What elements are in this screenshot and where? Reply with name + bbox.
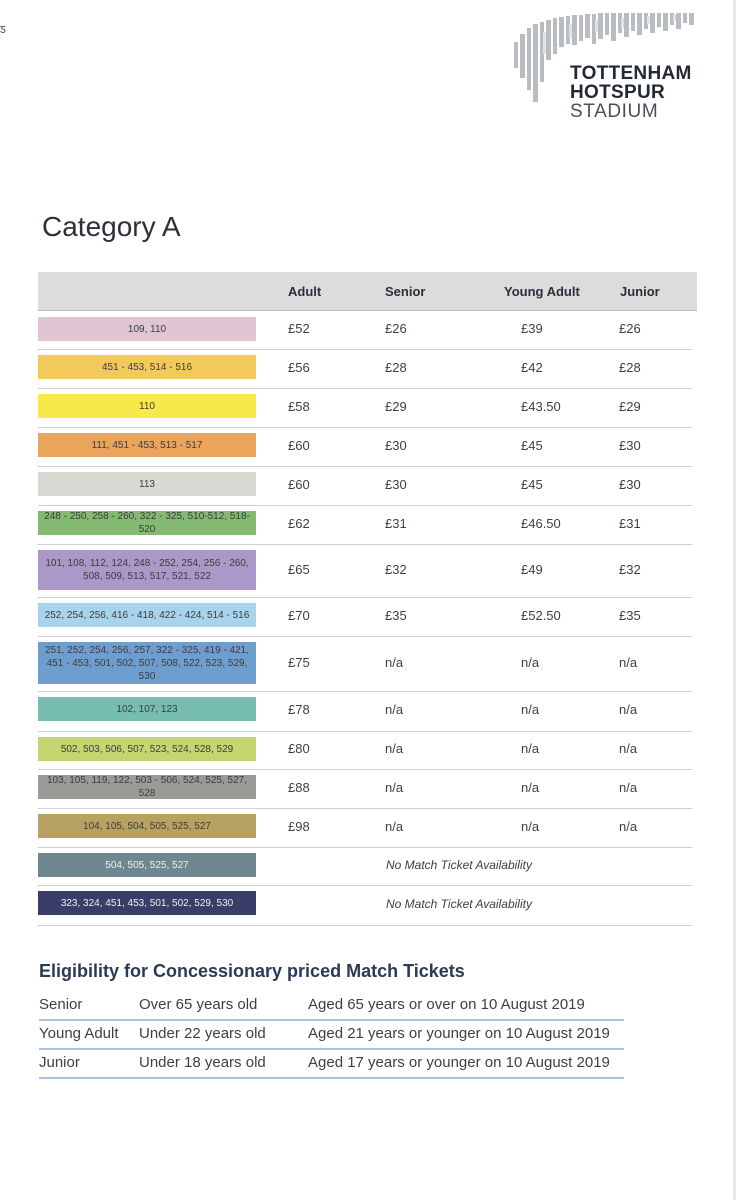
adult-price: £98 xyxy=(288,818,310,834)
senior-price: n/a xyxy=(385,702,404,717)
eligibility-category: Senior xyxy=(39,996,83,1013)
eligibility-row xyxy=(39,991,624,1021)
eligibility-category: Junior xyxy=(39,1054,80,1071)
adult-price: £60 xyxy=(288,437,310,453)
young-adult-price: £45 xyxy=(521,437,543,453)
table-row xyxy=(38,349,692,389)
junior-price: £30 xyxy=(619,437,641,453)
block-swatch: 323, 324, 451, 453, 501, 502, 529, 530 xyxy=(38,891,256,915)
block-swatch: 109, 110 xyxy=(38,317,256,341)
junior-price: £29 xyxy=(619,398,641,414)
eligibility-row xyxy=(39,1049,624,1079)
availability-note: No Match Ticket Availability xyxy=(386,858,532,872)
adult-price: £52 xyxy=(288,321,310,336)
young-adult-price: £52.50 xyxy=(521,607,561,623)
logo-line-2: HOTSPUR xyxy=(570,82,665,103)
adult-price: £70 xyxy=(288,607,310,623)
block-swatch: 248 - 250, 258 - 260, 322 - 325, 510-512, 518-520 xyxy=(38,511,256,535)
young-adult-price: £49 xyxy=(521,561,543,577)
column-header-young-adult: Young Adult xyxy=(504,284,580,299)
adult-price: £80 xyxy=(288,741,310,756)
block-swatch: 113 xyxy=(38,472,256,496)
eligibility-rule: Aged 21 years or younger on 10 August 2019 xyxy=(308,1025,610,1042)
table-row xyxy=(38,691,692,732)
junior-price: n/a xyxy=(619,741,638,756)
table-row xyxy=(38,769,692,809)
junior-price: £32 xyxy=(619,561,641,577)
eligibility-title: Eligibility for Concessionary priced Match Tickets xyxy=(39,961,465,981)
table-row xyxy=(38,466,692,506)
senior-price: £30 xyxy=(385,437,407,453)
senior-price: n/a xyxy=(385,654,404,670)
eligibility-row xyxy=(39,1020,624,1050)
junior-price: n/a xyxy=(619,779,638,795)
adult-price: £60 xyxy=(288,476,310,492)
table-row xyxy=(38,636,692,692)
junior-price: £28 xyxy=(619,359,641,375)
adult-price: £56 xyxy=(288,359,310,375)
block-swatch: 504, 505, 525, 527 xyxy=(38,853,256,877)
block-swatch: 502, 503, 506, 507, 523, 524, 528, 529 xyxy=(38,737,256,761)
block-swatch: 110 xyxy=(38,394,256,418)
table-row xyxy=(38,597,692,637)
block-swatch: 251, 252, 254, 256, 257, 322 - 325, 419 - 421, 451 - 453, 501, 502, 507, 508, 522, 523, 529, 530 xyxy=(38,642,256,684)
table-row xyxy=(38,311,692,350)
edge-mark: ƽ xyxy=(0,21,6,36)
senior-price: £28 xyxy=(385,359,407,375)
eligibility-rule: Aged 17 years or younger on 10 August 2019 xyxy=(308,1054,610,1071)
senior-price: n/a xyxy=(385,741,404,756)
category-heading: Category A xyxy=(42,211,181,242)
block-swatch: 252, 254, 256, 416 - 418, 422 - 424, 514 - 516 xyxy=(38,603,256,627)
junior-price: £30 xyxy=(619,476,641,492)
table-row xyxy=(38,505,692,545)
senior-price: £31 xyxy=(385,515,407,531)
young-adult-price: n/a xyxy=(521,702,540,717)
table-row xyxy=(38,847,692,886)
block-swatch: 102, 107, 123 xyxy=(38,697,256,721)
senior-price: £32 xyxy=(385,561,407,577)
young-adult-price: £45 xyxy=(521,476,543,492)
senior-price: £26 xyxy=(385,321,407,336)
junior-price: n/a xyxy=(619,702,638,717)
column-header-junior: Junior xyxy=(620,284,660,299)
adult-price: £58 xyxy=(288,398,310,414)
young-adult-price: £43.50 xyxy=(521,398,561,414)
column-header-adult: Adult xyxy=(288,284,322,299)
eligibility-age: Under 18 years old xyxy=(139,1054,266,1071)
junior-price: n/a xyxy=(619,654,638,670)
young-adult-price: £46.50 xyxy=(521,515,561,531)
young-adult-price: £42 xyxy=(521,359,543,375)
eligibility-age: Over 65 years old xyxy=(139,996,258,1013)
young-adult-price: £39 xyxy=(521,321,543,336)
eligibility-age: Under 22 years old xyxy=(139,1025,266,1042)
table-row xyxy=(38,808,692,848)
table-row xyxy=(38,388,692,428)
senior-price: n/a xyxy=(385,818,404,834)
table-row xyxy=(38,427,692,467)
block-swatch: 111, 451 - 453, 513 - 517 xyxy=(38,433,256,457)
table-row xyxy=(38,885,692,926)
adult-price: £62 xyxy=(288,515,310,531)
block-swatch: 101, 108, 112, 124, 248 - 252, 254, 256 - 260, 508, 509, 513, 517, 521, 522 xyxy=(38,550,256,590)
block-swatch: 104, 105, 504, 505, 525, 527 xyxy=(38,814,256,838)
adult-price: £78 xyxy=(288,702,310,717)
senior-price: £29 xyxy=(385,398,407,414)
logo-line-3: STADIUM xyxy=(570,101,659,122)
young-adult-price: n/a xyxy=(521,741,540,756)
table-row xyxy=(38,731,692,770)
logo-line-1: TOTTENHAM xyxy=(570,63,692,84)
block-swatch: 103, 105, 119, 122, 503 - 506, 524, 525, 527, 528 xyxy=(38,775,256,799)
table-row xyxy=(38,544,692,598)
column-header-senior: Senior xyxy=(385,284,426,299)
price-table-header xyxy=(38,272,697,311)
junior-price: £35 xyxy=(619,607,641,623)
young-adult-price: n/a xyxy=(521,654,540,670)
junior-price: n/a xyxy=(619,818,638,834)
young-adult-price: n/a xyxy=(521,779,540,795)
block-swatch: 451 - 453, 514 - 516 xyxy=(38,355,256,379)
senior-price: £35 xyxy=(385,607,407,623)
adult-price: £65 xyxy=(288,561,310,577)
logo-wordmark xyxy=(570,64,692,121)
junior-price: £31 xyxy=(619,515,641,531)
junior-price: £26 xyxy=(619,321,641,336)
eligibility-category: Young Adult xyxy=(39,1025,119,1042)
availability-note: No Match Ticket Availability xyxy=(386,897,532,911)
adult-price: £75 xyxy=(288,654,310,670)
eligibility-rule: Aged 65 years or over on 10 August 2019 xyxy=(308,996,585,1013)
stadium-logo xyxy=(512,12,702,127)
senior-price: £30 xyxy=(385,476,407,492)
adult-price: £88 xyxy=(288,779,310,795)
senior-price: n/a xyxy=(385,779,404,795)
young-adult-price: n/a xyxy=(521,818,540,834)
